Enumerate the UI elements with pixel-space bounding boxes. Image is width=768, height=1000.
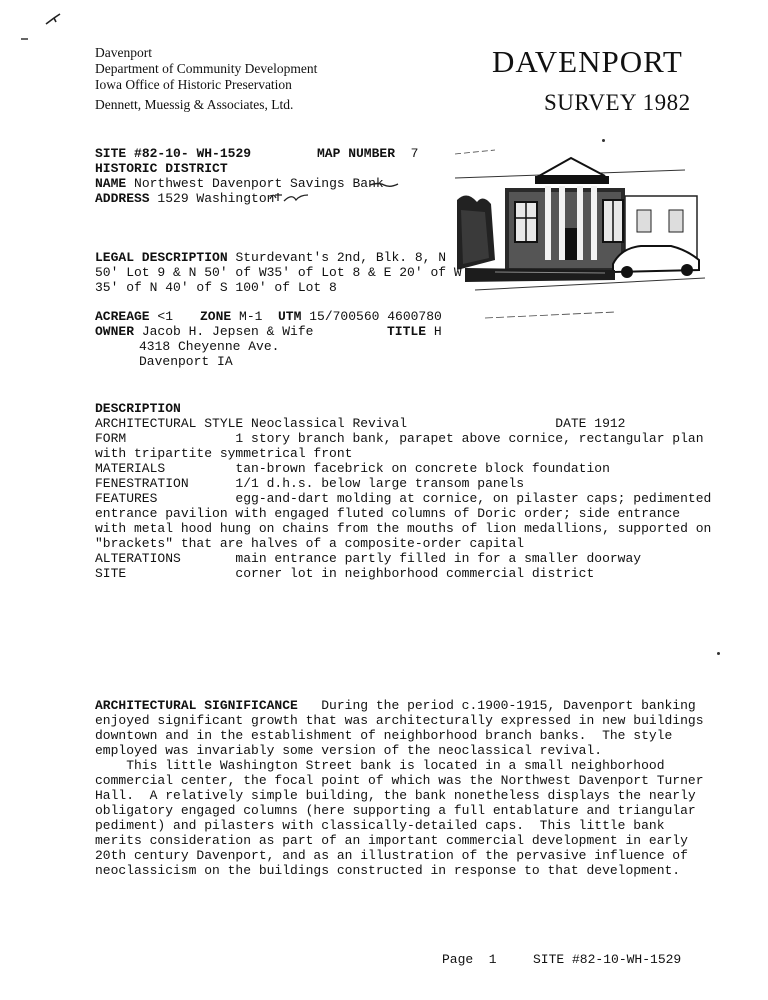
significance-line: Hall. A relatively simple building, the bank nonetheless displays the nearly <box>95 788 696 803</box>
owner-address-1: 4318 Cheyenne Ave. <box>139 339 280 354</box>
zone-label: ZONE <box>200 309 232 324</box>
site-value: #82-10- WH-1529 <box>134 146 252 161</box>
map-label: MAP NUMBER <box>317 146 396 161</box>
description-line: FEATURES egg-and-dart molding at cornice, on pilaster caps; pedimented <box>95 491 712 506</box>
utm-line: UTM 15/700560 4600780 <box>278 309 442 324</box>
survey-subtitle: SURVEY 1982 <box>544 90 691 115</box>
significance-label: ARCHITECTURAL SIGNIFICANCE <box>95 698 298 713</box>
legal-label: LEGAL DESCRIPTION <box>95 250 228 265</box>
description-heading: DESCRIPTION <box>95 401 181 416</box>
map-line <box>317 146 418 161</box>
stray-dot <box>602 139 605 142</box>
significance-line: pediment) and pilasters with classically-detailed caps. This little bank <box>95 818 665 833</box>
name-value: Northwest Davenport Savings Bank <box>134 176 384 191</box>
agency-line-1: Davenport <box>95 45 152 60</box>
survey-title: DAVENPORT <box>492 44 683 79</box>
significance-line: merits consideration as part of an important commercial development in early <box>95 833 688 848</box>
footer-site-number: SITE #82-10-WH-1529 <box>533 952 682 967</box>
map-value: 7 <box>410 146 419 161</box>
description-line: FENESTRATION 1/1 d.h.s. below large transom panels <box>95 476 525 491</box>
description-line: ARCHITECTURAL STYLE Neoclassical Revival DATE 1912 <box>95 416 626 431</box>
site-line <box>95 146 251 161</box>
agency-line-2: Department of Community Development <box>95 61 318 76</box>
description-line: "brackets" that are halves of a composite-order capital <box>95 536 525 551</box>
consultant-name: Dennett, Muessig & Associates, Ltd. <box>95 97 294 112</box>
address-line <box>95 191 274 206</box>
description-line: FORM 1 story branch bank, parapet above cornice, rectangular plan <box>95 431 704 446</box>
owner-address-2: Davenport IA <box>139 354 233 369</box>
acreage-line: ACREAGE <1 <box>95 309 174 324</box>
handwritten-dash-icon <box>368 180 402 190</box>
description-line: entrance pavilion with engaged fluted columns of Doric order; side entrance <box>95 506 681 521</box>
stray-mark-icon <box>44 12 64 28</box>
stray-dot <box>717 652 720 655</box>
site-label: SITE <box>95 146 127 161</box>
significance-line-1: ARCHITECTURAL SIGNIFICANCE During the period c.1900-1915, Davenport banking <box>95 698 696 713</box>
zone-line: ZONE M-1 <box>200 309 263 324</box>
significance-line: obligatory engaged columns (here supporting a full entablature and triangular <box>95 803 696 818</box>
significance-line: downtown and in the establishment of neighborhood branch banks. The style <box>95 728 673 743</box>
significance-line: 20th century Davenport, and as an illustration of the pervasive influence of <box>95 848 688 863</box>
acreage-label: ACREAGE <box>95 309 150 324</box>
address-label: ADDRESS <box>95 191 150 206</box>
description-line: ALTERATIONS main entrance partly filled in for a smaller doorway <box>95 551 642 566</box>
legal-line-2: 50' Lot 9 & N 50' of W35' of Lot 8 & E 20' of W <box>95 265 462 280</box>
name-label: NAME <box>95 176 127 191</box>
utm-label: UTM <box>278 309 302 324</box>
owner-line: OWNER Jacob H. Jepsen & Wife <box>95 324 314 339</box>
handwritten-st-icon <box>268 189 310 205</box>
dot-mark-icon <box>20 36 30 42</box>
description-line: SITE corner lot in neighborhood commercial district <box>95 566 595 581</box>
agency-line-3: Iowa Office of Historic Preservation <box>95 77 292 92</box>
significance-line: employed was invariably some version of the neoclassical revival. <box>95 743 603 758</box>
description-line: MATERIALS tan-brown facebrick on concrete block foundation <box>95 461 610 476</box>
historic-district: HISTORIC DISTRICT <box>95 161 228 176</box>
address-value: 1529 Washington <box>157 191 275 206</box>
owner-label: OWNER <box>95 324 135 339</box>
significance-line: neoclassicism on the buildings constructed in response to that development. <box>95 863 681 878</box>
page-number: Page 1 <box>442 952 497 967</box>
name-line <box>95 176 384 191</box>
significance-line: enjoyed significant growth that was architecturally expressed in new buildings <box>95 713 704 728</box>
legal-line-3: 35' of N 40' of S 100' of Lot 8 <box>95 280 337 295</box>
significance-line: This little Washington Street bank is located in a small neighborhood <box>95 758 665 773</box>
significance-line: commercial center, the focal point of which was the Northwest Davenport Turner <box>95 773 704 788</box>
title-line: TITLE H <box>387 324 442 339</box>
description-line: with metal hood hung on chains from the mouths of lion medallions, supported on <box>95 521 712 536</box>
title-label: TITLE <box>387 324 427 339</box>
description-line: with tripartite symmetrical front <box>95 446 353 461</box>
building-photo <box>455 140 707 320</box>
legal-line-1: LEGAL DESCRIPTION Sturdevant's 2nd, Blk. 8, N <box>95 250 447 265</box>
